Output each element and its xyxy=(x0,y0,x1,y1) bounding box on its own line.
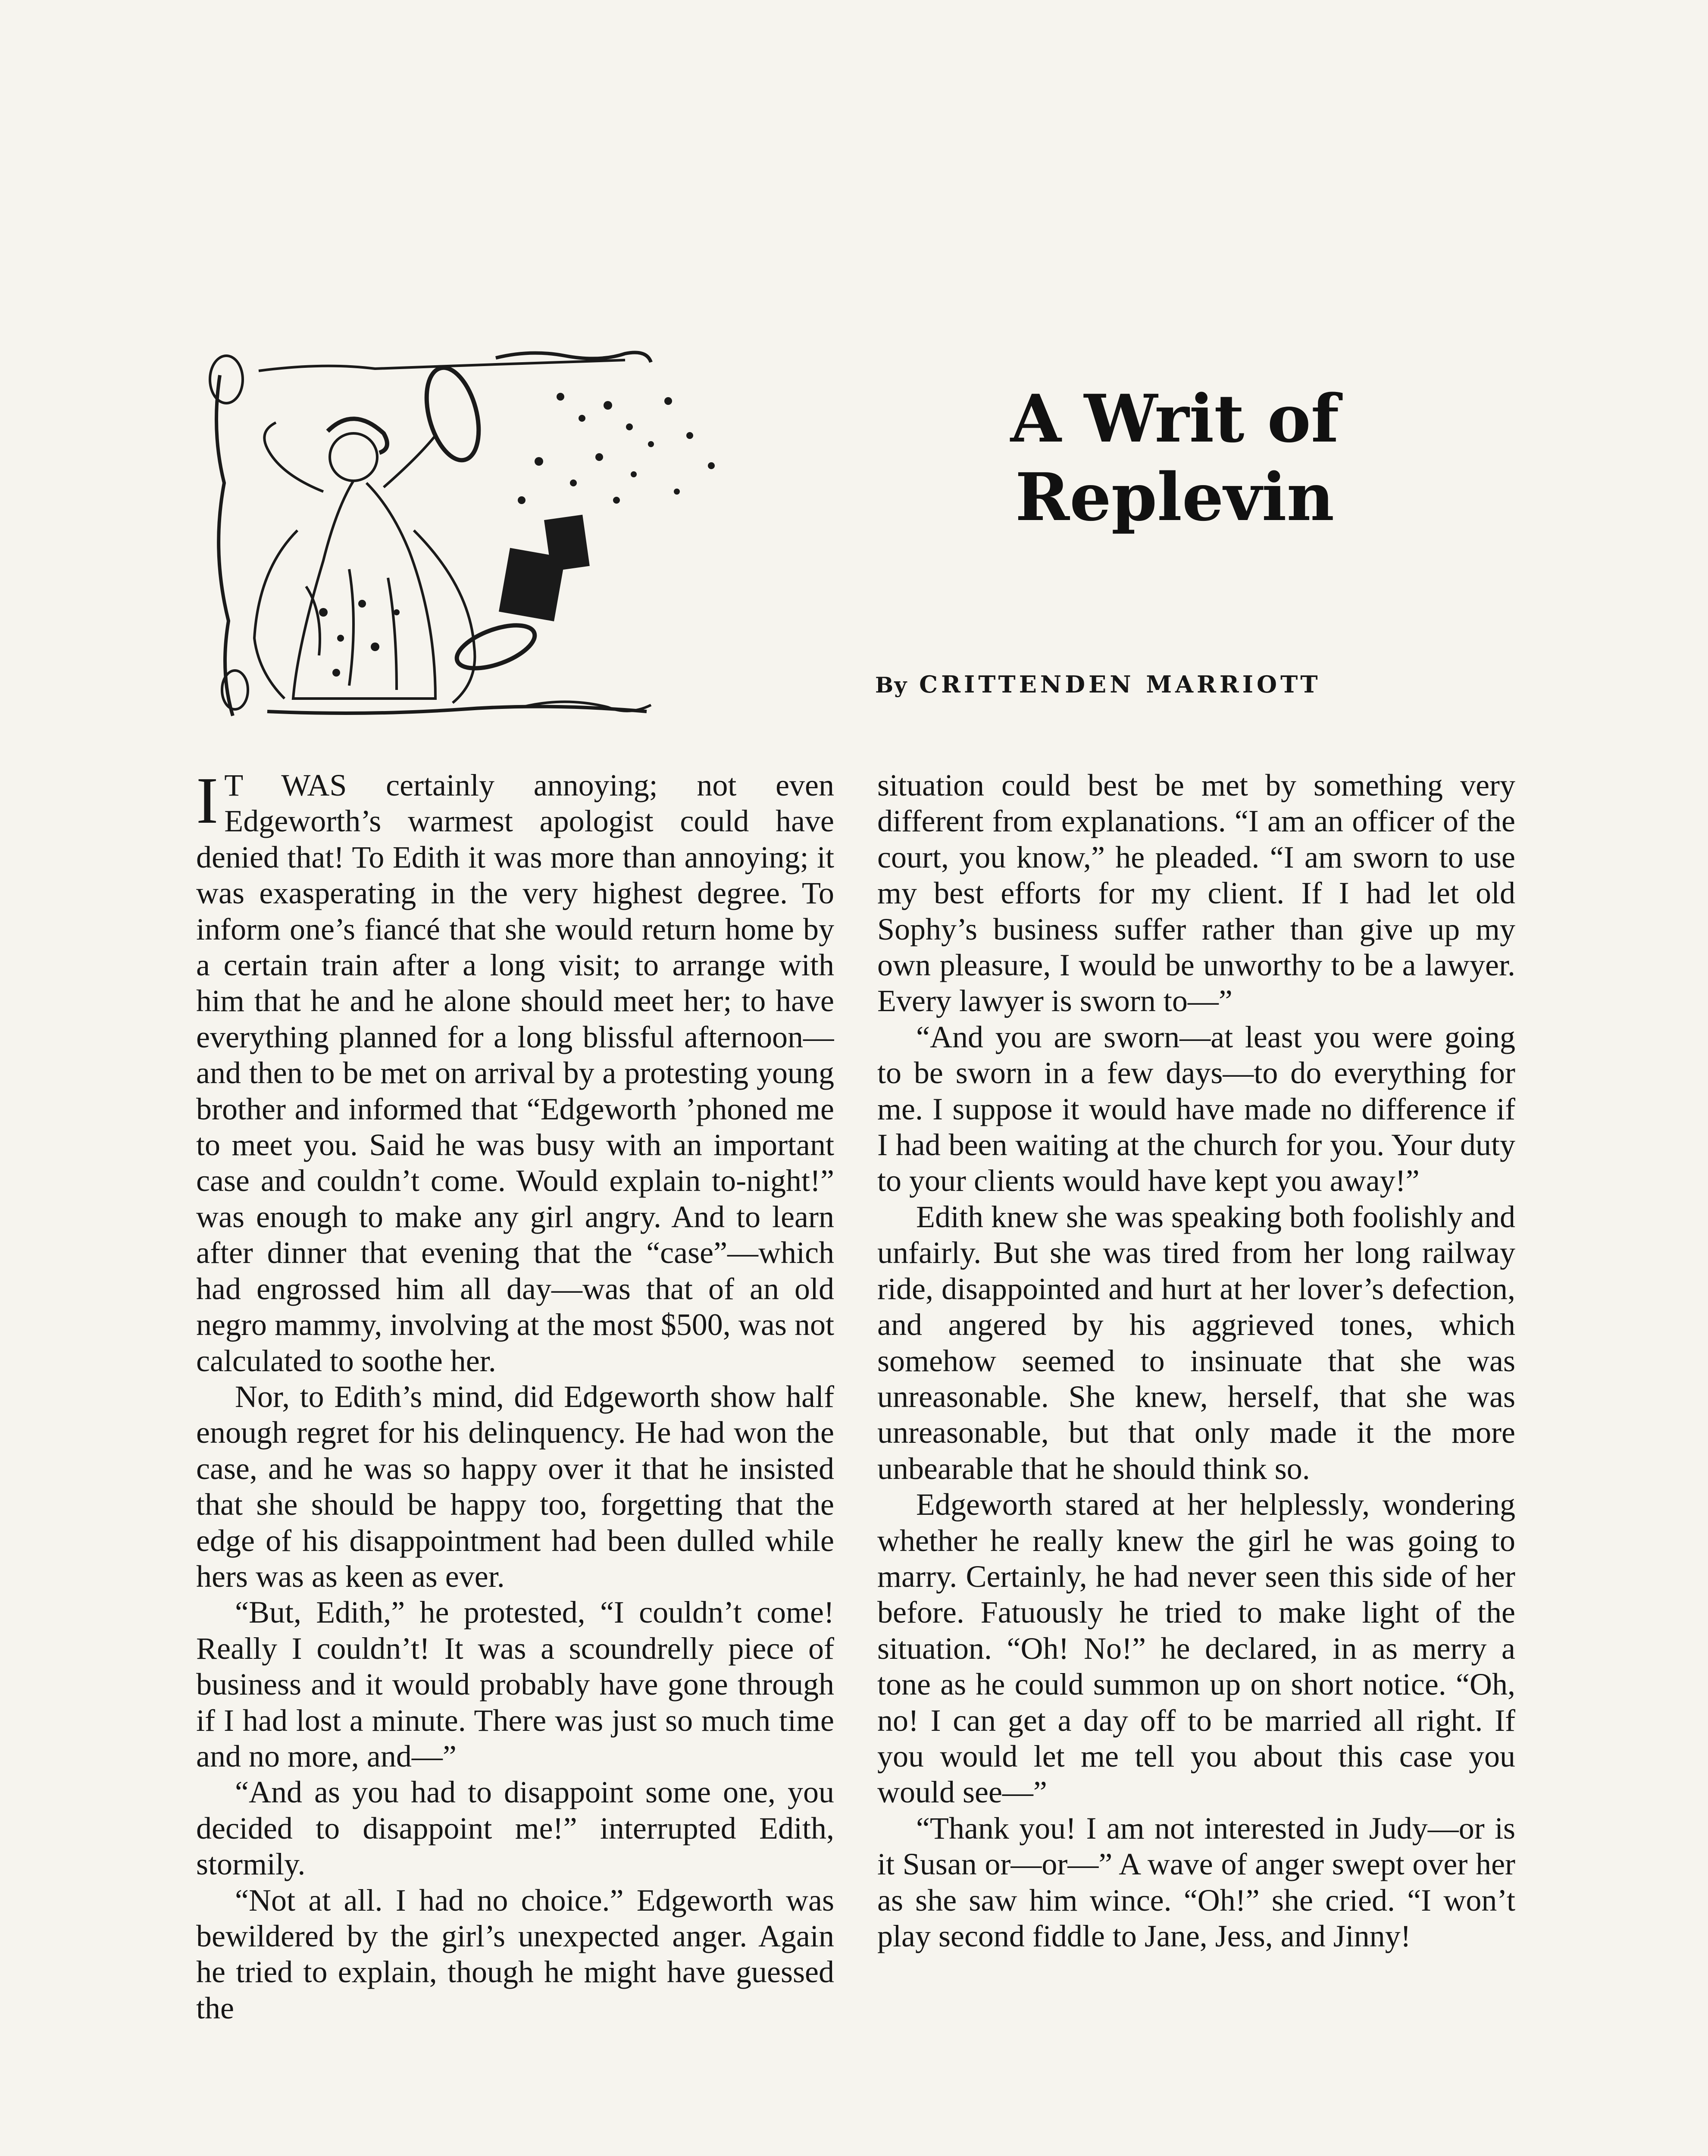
paragraph: “Thank you! I am not interested in Judy—or is it Susan or—or—” A wave of anger swept over her as she saw him wince. “Oh!” she cried. “I won’t play second fiddle to Jane, Jess, and Jinny! xyxy=(877,1811,1515,1953)
article-title xyxy=(927,379,1423,536)
author-name: CRITTENDEN MARRIOTT xyxy=(919,671,1321,698)
paragraph: “And you are sworn—at least you were going to be sworn in a few days—to do everything for me. I suppose it would have made no difference if I had been waiting at the church for you. Your duty to your clients would have kept you away!” xyxy=(877,1019,1515,1198)
byline xyxy=(875,671,1479,698)
paragraph: “Not at all. I had no choice.” Edgeworth was bewildered by the girl’s unexpected anger. Again he tried to explain, though he might have guessed the xyxy=(196,1883,834,2025)
woman-with-tambourine-illustration xyxy=(194,345,759,724)
paragraph: Edgeworth stared at her helplessly, wondering whether he really knew the girl he was going to marry. Certainly, he had never seen this side of her before. Fatuously he tried to make light of the situation. “Oh! No!” he declared, in as merry a tone as he could summon up on short notice. “Oh, no! I can get a day off to be married all right. If you would let me tell you about this case you would see—” xyxy=(877,1487,1515,1810)
paragraph: “But, Edith,” he protested, “I couldn’t come! Really I couldn’t! It was a scoundrelly piece of business and it would probably have gone through if I had lost a minute. There was just so much time and no more, and—” xyxy=(196,1595,834,1774)
paragraph: Nor, to Edith’s mind, did Edgeworth show half enough regret for his delinquency. He had won the case, and he was so happy over it that he insisted that she should be happy too, forgetting that the edge of his disappointment had been dulled while hers was as keen as ever. xyxy=(196,1379,834,1594)
drop-cap: I xyxy=(196,768,219,837)
title-line-2: Replevin xyxy=(1015,458,1335,536)
paragraph: situation could best be met by something very different from explanations. “I am an officer of the court, you know,” he pleaded. “I am sworn to use my best efforts for my client. If I had let old Sophy’s business suffer rather than give up my own pleasure, I would be unworthy to be a lawyer. Every lawyer is sworn to—” xyxy=(877,768,1515,1018)
byline-prefix: By xyxy=(875,672,908,698)
paragraph: Edith knew she was speaking both foolishly and unfairly. But she was tired from her long railway ride, disappointed and hurt at her lover’s defection, and angered by his aggrieved tones, which somehow seemed to insinuate that she was unreasonable. She knew, herself, that she was unreasonable, but that only made it the more unbearable that he should think so. xyxy=(877,1199,1515,1486)
title-line-1: A Writ of xyxy=(1010,380,1339,457)
paragraph: I T WAS certainly annoying; not even Edgeworth’s warmest apologist could have denied that! To Edith it was more than annoying; it was exasperating in the very highest degree. To inform one’s fiancé that she would return home by a certain train after a long visit; to arrange with him that he and he alone should meet her; to have everything planned for a long blissful afternoon—and then to be met on arrival by a protesting young brother and informed that “Edgeworth ’phoned me to meet you. Said he was busy with an important case and couldn’t come. Would explain to-night!” was enough to make any girl angry. And to learn after dinner that evening that the “case”—which had engrossed him all day—was that of an old negro mammy, involving at the most $500, was not calculated to soothe her. xyxy=(196,768,834,1378)
left-column xyxy=(196,768,834,2156)
right-column xyxy=(877,768,1515,2156)
story-illustration xyxy=(194,345,759,724)
paragraph: “And as you had to disappoint some one, you decided to disappoint me!” interrupted Edith, stormily. xyxy=(196,1775,834,1882)
